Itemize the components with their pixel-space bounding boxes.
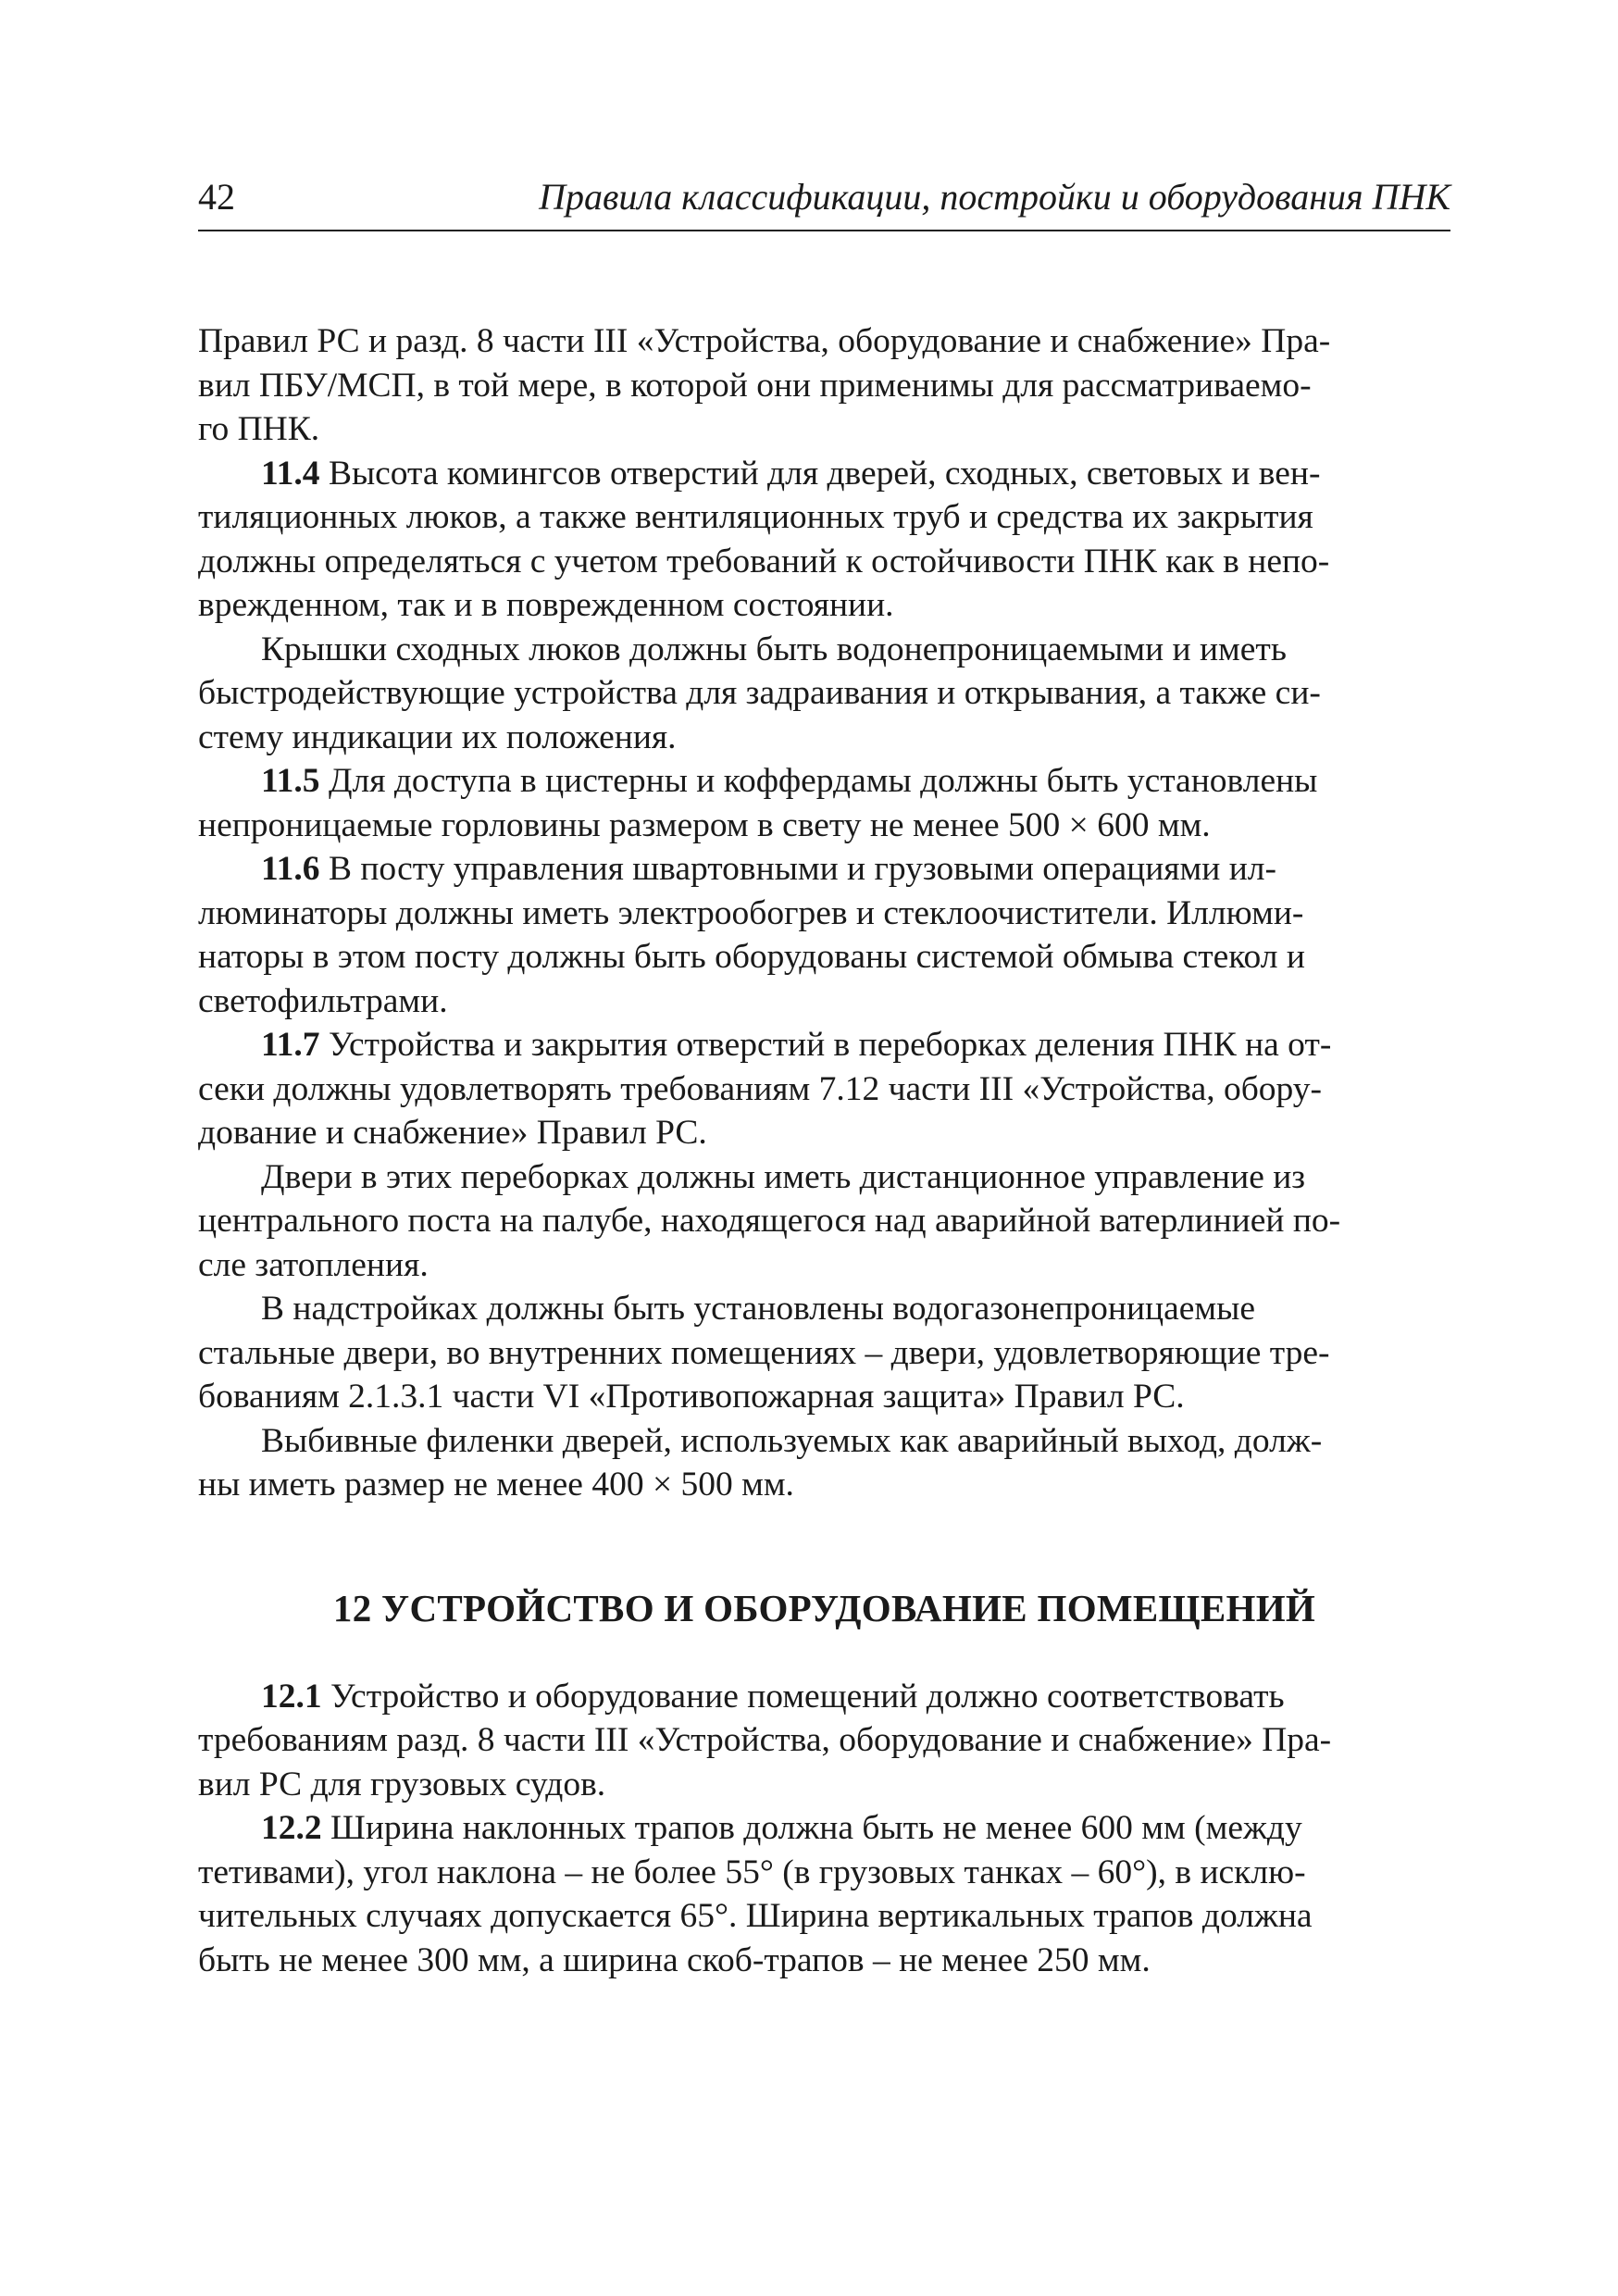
running-title: Правила классификации, постройки и оборудования ПНК [539, 176, 1450, 218]
knockout-panels-paragraph: Выбивные филенки дверей, используемых как аварийный выход, долж- ны иметь размер не менее 400 × 500 мм. [198, 1421, 1323, 1504]
section-heading: 12 УСТРОЙСТВО И ОБОРУДОВАНИЕ ПОМЕЩЕНИЙ [332, 1586, 1316, 1629]
page-body [198, 319, 1450, 1982]
clause-number: 11.4 [261, 454, 320, 493]
hatch-covers-paragraph: Крышки сходных люков должны быть водонепроницаемыми и иметь быстродействующие устройства для задраивания и открывания, а также си- стему индикации их положения. [198, 630, 1321, 756]
clause-12-2 [198, 1806, 1450, 1982]
clause-11-4 [198, 452, 1450, 628]
clause-number: 12.1 [261, 1677, 322, 1716]
page-number: 42 [198, 176, 235, 218]
clause-text: В посту управления швартовными и грузовыми операциями ил- люминаторы должны иметь электрообогрев и стеклоочистители. Иллюми- наторы в этом посту должны быть оборудованы системой обмыва стекол и светофильтрами. [198, 850, 1305, 1020]
superstructure-doors-paragraph: В надстройках должны быть установлены водогазонепроницаемые стальные двери, во внутренних помещениях – двери, удовлетворяющие тре- бованиям 2.1.3.1 части VI «Противопожарная защита» Правил РС. [198, 1290, 1330, 1416]
clause-number: 11.6 [261, 850, 320, 888]
clause-11-7 [198, 1023, 1450, 1155]
doors-remote-control-paragraph: Двери в этих переборках должны иметь дистанционное управление из центрального поста на палубе, находящегося над аварийной ватерлинией по- сле затопления. [198, 1157, 1341, 1284]
clause-text: Высота комингсов отверстий для дверей, сходных, световых и вен- тиляционных люков, а также вентиляционных труб и средства их закрытия должны определяться с учетом требований к остойчивости ПНК как в непо- врежденном, так и в поврежденном состоянии. [198, 454, 1330, 624]
clause-text: Для доступа в цистерны и коффердамы должны быть установлены непроницаемые горловины размером в свету не менее 500 × 600 мм. [198, 762, 1318, 844]
clause-text: Ширина наклонных трапов должна быть не менее 600 мм (между тетивами), угол наклона – не более 55° (в грузовых танках – 60°), в исклю- чительных случаях допускается 65°. Ширина вертикальных трапов должна быть не менее 300 мм, а ширина скоб-трапов – не менее 250 мм. [198, 1809, 1313, 1979]
clause-11-5 [198, 759, 1450, 847]
clause-11-6 [198, 847, 1450, 1023]
clause-number: 11.7 [261, 1026, 320, 1064]
clause-number: 12.2 [261, 1809, 322, 1847]
clause-text: Устройства и закрытия отверстий в переборках деления ПНК на от- секи должны удовлетворять требованиям 7.12 части III «Устройства, обору- дование и снабжение» Правил РС. [198, 1026, 1332, 1152]
clause-number: 11.5 [261, 762, 320, 800]
clause-text: Устройство и оборудование помещений должно соответствовать требованиям разд. 8 части III «Устройства, оборудование и снабжение» Пра- вил РС для грузовых судов. [198, 1677, 1332, 1803]
clause-12-1 [198, 1675, 1450, 1807]
page-header [198, 174, 1450, 231]
intro-paragraph: Правил РС и разд. 8 части III «Устройства, оборудование и снабжение» Пра- вил ПБУ/МСП, в той мере, в которой они применимы для рассматриваемо- го ПНК. [198, 322, 1331, 448]
